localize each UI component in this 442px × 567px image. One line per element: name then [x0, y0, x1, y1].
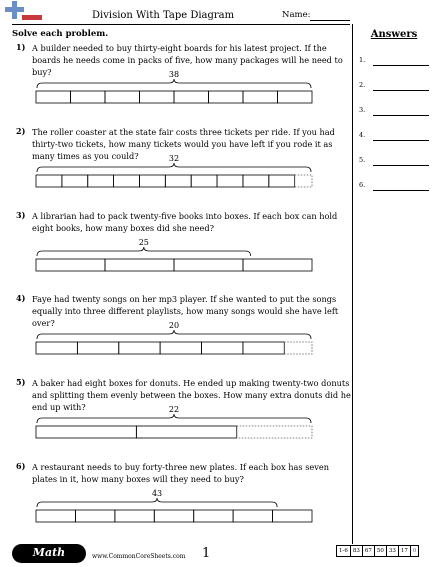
problem-text: A librarian had to pack twenty-five books into boxes. If each box can hold eight books, how many boxes did she need?: [32, 211, 338, 233]
total-label: 25: [138, 238, 149, 247]
answer-row-2: [359, 77, 433, 91]
score-key-value: 0: [410, 546, 419, 557]
score-key-value: 50: [374, 546, 386, 557]
tape-segment: [174, 259, 243, 271]
tape-diagram: [36, 67, 312, 107]
tape-segment: [191, 175, 217, 187]
tape-segment: [243, 259, 312, 271]
tape-segment: [273, 510, 312, 522]
answer-line[interactable]: [373, 140, 429, 141]
answers-panel: [352, 24, 435, 544]
problem-text: Faye had twenty songs on her mp3 player. If she wanted to put the songs equally into three different playlists, how many songs would she have left over?: [32, 294, 339, 328]
total-bracket: [37, 247, 251, 256]
answer-row-4: [359, 127, 433, 141]
tape-segment: [71, 91, 106, 103]
answer-row-5: [359, 152, 433, 166]
logo-plus-horizontal: [5, 7, 24, 12]
tape-segment: [36, 510, 75, 522]
score-key: [336, 545, 419, 557]
instructions: Solve each problem.: [12, 29, 109, 39]
page-number: 1: [202, 546, 211, 561]
tape-remainder-segment: [237, 426, 312, 438]
answer-line[interactable]: [373, 90, 429, 91]
answer-label: 6.: [359, 181, 366, 189]
tape-segment: [243, 175, 269, 187]
answer-line[interactable]: [373, 65, 429, 66]
tape-segment: [269, 175, 295, 187]
tape-segment: [194, 510, 233, 522]
logo: [4, 1, 44, 25]
problem-text: A builder needed to buy thirty-eight boards for his latest project. If the boards he needs come in packs of five, how many packages will he need to buy?: [32, 43, 343, 77]
name-label: Name:: [282, 10, 311, 20]
problem-text: A restaurant needs to buy forty-three new plates. If each box has seven plates in it, how many boxes will they need to buy?: [32, 462, 329, 484]
tape-remainder-segment: [284, 342, 312, 354]
answer-label: 5.: [359, 156, 366, 164]
score-key-value: 17: [398, 546, 410, 557]
problem-number: 2): [16, 126, 26, 136]
tape-segment: [114, 175, 140, 187]
total-label: 43: [151, 489, 163, 498]
tape-diagram: [36, 486, 312, 526]
total-label: 38: [168, 70, 180, 79]
header-divider: [12, 24, 350, 25]
answer-label: 3.: [359, 106, 366, 114]
tape-segment: [36, 426, 136, 438]
problem-5: [16, 377, 350, 457]
score-key-value: 33: [386, 546, 398, 557]
tape-diagram: [36, 235, 312, 275]
tape-segment: [160, 342, 201, 354]
answer-line[interactable]: [373, 165, 429, 166]
problem-number: 3): [16, 210, 26, 220]
tape-diagram-svg: [36, 235, 312, 275]
answer-row-1: [359, 52, 433, 66]
tape-segment: [36, 259, 105, 271]
tape-segment: [36, 342, 77, 354]
tape-segment: [105, 91, 140, 103]
tape-segment: [202, 342, 243, 354]
worksheet-title: Division With Tape Diagram: [92, 10, 235, 21]
tape-segment: [209, 91, 244, 103]
problem-1: [16, 42, 350, 122]
total-bracket: [37, 163, 311, 172]
tape-diagram: [36, 151, 312, 191]
tape-diagram: [36, 402, 312, 442]
tape-diagram-svg: [36, 402, 312, 442]
answer-label: 4.: [359, 131, 366, 139]
total-bracket: [37, 79, 311, 88]
total-label: 20: [168, 321, 180, 330]
total-label: 32: [168, 154, 180, 163]
tape-segment: [77, 342, 118, 354]
score-key-range: 1-6: [337, 546, 351, 557]
tape-segment: [233, 510, 272, 522]
site-url: www.CommonCoreSheets.com: [92, 553, 186, 560]
math-badge-label: Math: [32, 546, 66, 559]
tape-segment: [119, 342, 160, 354]
tape-segment: [243, 342, 284, 354]
tape-diagram-svg: [36, 486, 312, 526]
tape-segment: [139, 175, 165, 187]
tape-diagram: [36, 318, 312, 358]
logo-minus: [22, 15, 42, 20]
tape-segment: [154, 510, 193, 522]
problem-number: 1): [16, 42, 26, 52]
name-field-line[interactable]: [310, 20, 350, 21]
tape-segment: [243, 91, 278, 103]
tape-diagram-svg: [36, 151, 312, 191]
problem-2: [16, 126, 350, 206]
problem-3: [16, 210, 350, 290]
footer: [12, 544, 436, 564]
problem-number: 6): [16, 461, 26, 471]
answer-label: 1.: [359, 56, 366, 64]
answer-row-3: [359, 102, 433, 116]
tape-segment: [217, 175, 243, 187]
tape-segment: [75, 510, 114, 522]
tape-segment: [62, 175, 88, 187]
total-label: 22: [168, 405, 180, 414]
tape-segment: [88, 175, 114, 187]
answer-line[interactable]: [373, 190, 429, 191]
tape-diagram-svg: [36, 318, 312, 358]
answer-label: 2.: [359, 81, 366, 89]
tape-remainder-segment: [295, 175, 312, 187]
answer-row-6: [359, 177, 433, 191]
tape-segment: [36, 175, 62, 187]
math-badge: [12, 544, 86, 563]
problem-4: [16, 293, 350, 373]
problem-number: 5): [16, 377, 26, 387]
tape-segment: [140, 91, 175, 103]
score-key-value: 83: [350, 546, 362, 557]
total-bracket: [37, 330, 311, 339]
tape-segment: [278, 91, 313, 103]
answers-title: Answers: [370, 29, 418, 40]
problem-number: 4): [16, 293, 26, 303]
tape-segment: [36, 91, 71, 103]
problem-text: A baker had eight boxes for donuts. He ended up making twenty-two donuts and splitting them evenly between the boxes. How many extra donuts did he end up with?: [32, 378, 351, 412]
tape-segment: [174, 91, 209, 103]
total-bracket: [37, 498, 277, 507]
tape-segment: [105, 259, 174, 271]
problem-text: The roller coaster at the state fair costs three tickets per ride. If you had thirty-two tickets, how many tickets would you have left if you rode it as many times as you could?: [32, 127, 335, 161]
tape-diagram-svg: [36, 67, 312, 107]
problem-6: [16, 461, 350, 541]
answer-line[interactable]: [373, 115, 429, 116]
tape-segment: [115, 510, 154, 522]
score-key-value: 67: [362, 546, 374, 557]
tape-segment: [165, 175, 191, 187]
total-bracket: [37, 414, 311, 423]
tape-segment: [136, 426, 236, 438]
